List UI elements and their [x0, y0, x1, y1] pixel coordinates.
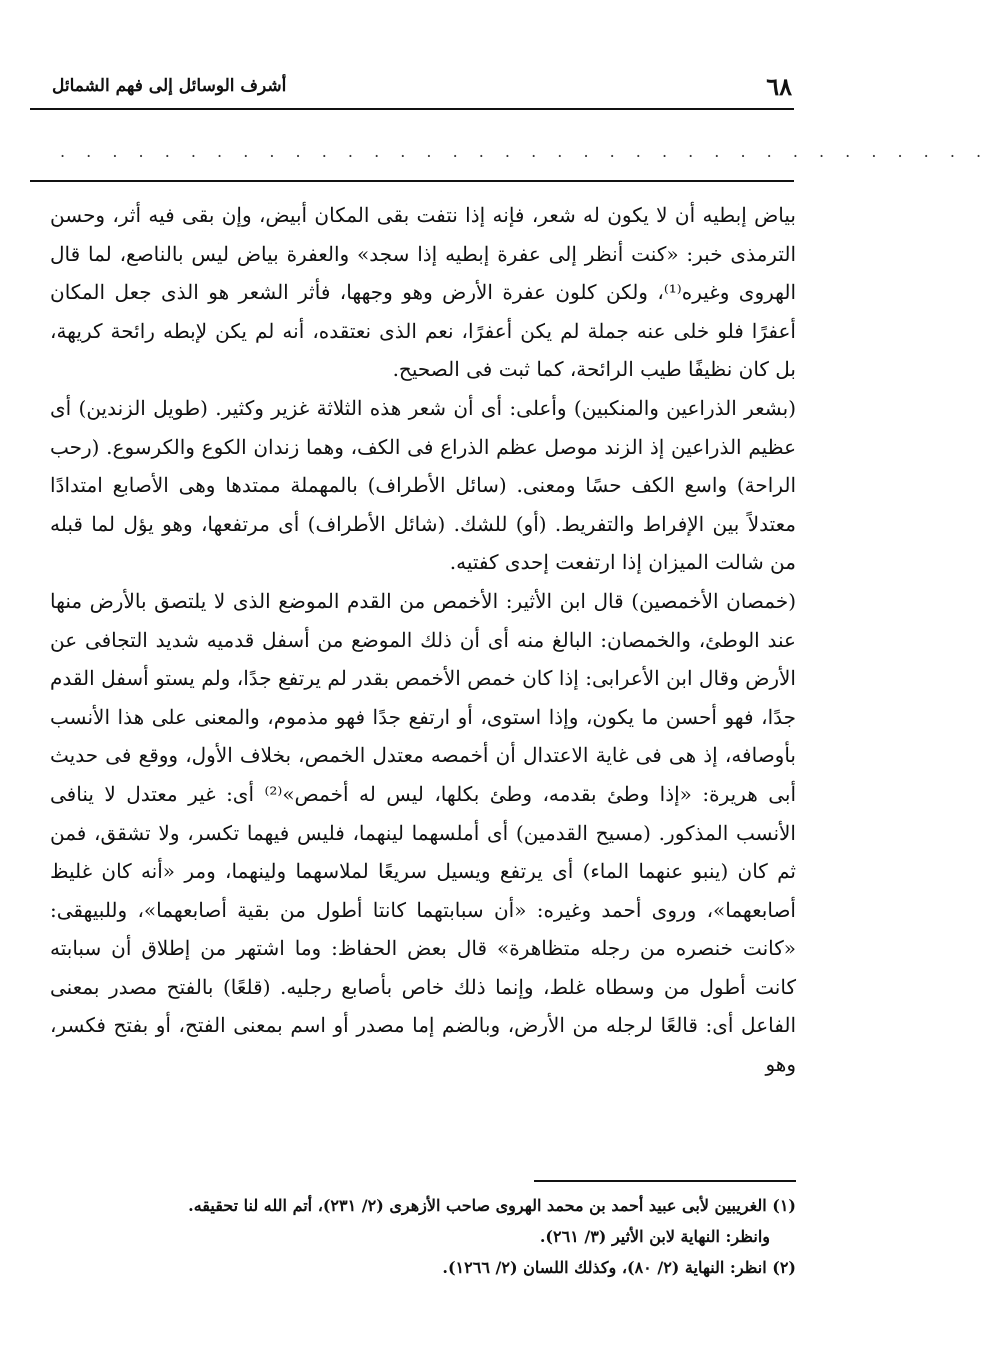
page-header — [52, 72, 792, 108]
running-title: أشرف الوسائل إلى فهم الشمائل — [52, 76, 287, 96]
footnote-rule — [534, 1180, 796, 1182]
paragraph: (بشعر الذراعين والمنكبين) وأعلى: أى أن شعر هذه الثلاثة غزير وكثير. (طويل الزندين) أى عظيم الذراعين إذ الزند موصل عظم الذراع فى الكف، وهما زندان الكوع والكرسوع. (رحب الراحة) واسع الكف حسًا ومعنى. (سائل الأطراف) بالمهملة ممتدها وهى الأصابع امتدادًا معتدلاً بين الإفراط والتفريط. (أو) للشك. (شائل الأطراف) أى مرتفعها، وهو يؤل لما قبله من شالت الميزان إذا ارتفعت إحدى كفتيه. — [50, 395, 796, 575]
footnote: (٢) انظر: النهاية (٢/ ٨٠)، وكذلك اللسان (٢/ ١٢٦٦). — [442, 1258, 796, 1277]
header-rule — [30, 108, 794, 110]
footnote-continuation: وانظر: النهاية لابن الأثير (٣/ ٢٦١). — [539, 1227, 770, 1246]
main-text — [50, 196, 796, 1084]
paragraph: (خمصان الأخمصين) قال ابن الأثير: الأخمص من القدم الموضع الذى لا يلتصق بالأرض منها عند الوطئ، والخمصان: البالغ منه أى أن ذلك الموضع من أسفل قدميه شديد التجافى عن الأرض وقال ابن الأعرابى: إذا كان خمص الأخمص بقدر لم يرتفع جدًا، ولم يستو أسفل القدم جدًا، فهو أحسن ما يكون، وإذا استوى، أو ارتفع جدًا فهو مذموم، والمعنى على هذا الأنسب بأوصافه، إذ هى فى غاية الاعتدال أن أخمصه معتدل الخمص، بخلاف الأول، ووقع فى حديث أبى هريرة: «إذا وطئ بقدمه، وطئ بكلها، ليس له أخمص»⁽²⁾ أى: غير معتدل لا ينافى الأنسب المذكور. (مسيح القدمين) أى أملسهما لينهما، فليس فيهما تكسر، ولا تشقق، فمن ثم كان (ينبو عنهما الماء) أى يرتفع ويسيل سريعًا لملاسهما ولينهما، ومر «أنه كان غليظ أصابعهما»، وروى أحمد وغيره: «أن سبابتهما كانتا أطول من بقية أصابعهما»، وللبيهقى: «كانت خنصره من رجله متظاهرة» قال بعض الحفاظ: وما اشتهر من إطلاق أن سبابته كانت أطول من وسطاه غلط، وإنما ذلك خاص بأصابع رجليه. (قلعًا) بالفتح مصدر بمعنى الفاعل أى: قالعًا لرجله من الأرض، وبالضم إما مصدر أو اسم بمعنى الفتح، أو بفتح فكسر، وهو — [50, 588, 796, 1077]
paragraph: بياض إبطيه أن لا يكون له شعر، فإنه إذا نتفت بقى المكان أبيض، وإن بقى فيه أثر، وحسن الترمذى خبر: «كنت أنظر إلى عفرة إبطيه إذا سجد» والعفرة بياض ليس بالناصع، لما قال الهروى وغيره⁽¹⁾، ولكن كلون عفرة الأرض وهو وجهها، فأثر الشعر هو الذى جعل المكان أعفرًا فلو خلى عنه جملة لم يكن أعفرًا، نعم الذى نعتقده، أنه لم يكن لإبطه رائحة كريهة، بل كان نظيفًا طيب الرائحة، كما ثبت فى الصحيح. — [50, 203, 797, 382]
page-number: ٦٨ — [766, 72, 792, 101]
footnotes — [50, 1190, 796, 1283]
dotted-separator: . . . . . . . . . . . . . . . . . . . . . . . . . . . . . . . . . . . . — [60, 142, 989, 161]
footnote: (١) الغريبين لأبى عبيد أحمد بن محمد الهروى صاحب الأزهرى (٢/ ٢٣١)، أتم الله لنا تحقيقه. — [188, 1196, 796, 1215]
body-rule — [30, 180, 794, 182]
